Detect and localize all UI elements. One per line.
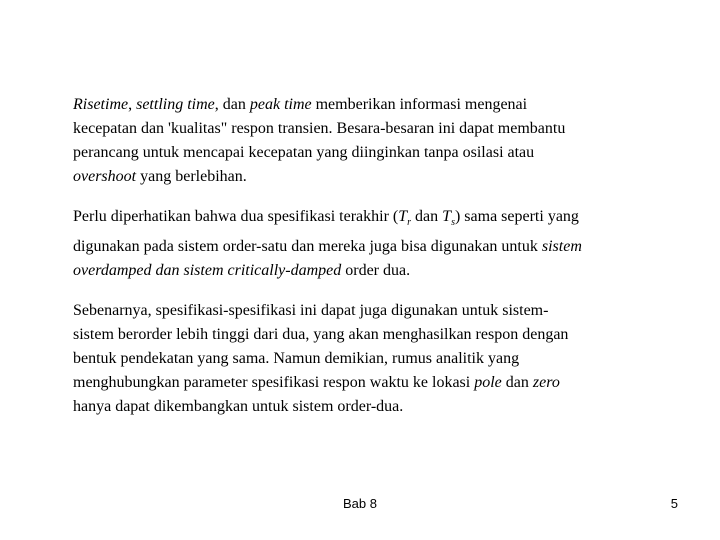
term-settling-time: settling time <box>136 96 215 113</box>
text-segment: ) sama seperti yang <box>454 208 579 225</box>
text-segment: order dua. <box>341 262 411 280</box>
slide-body <box>73 93 653 435</box>
paragraph-2 <box>73 205 653 283</box>
paragraph-3-line-1: Sebenarnya, spesifikasi-spesifikasi ini dapat juga digunakan untuk sistem- <box>73 302 549 320</box>
text-segment: Perlu diperhatikan bahwa dua spesifikasi terakhir ( <box>73 208 399 225</box>
term-peak-time: peak time <box>249 96 312 113</box>
subscript-s: s <box>451 217 455 229</box>
paragraph-1-line-3: perancang untuk mencapai kecepatan yang diinginkan tanpa osilasi atau <box>73 144 535 161</box>
paragraph-3-line-5: hanya dapat dikembangkan untuk sistem order-dua. <box>73 398 404 416</box>
text-segment: , <box>128 96 137 113</box>
text-segment: , dan <box>214 96 250 113</box>
term-risetime: Risetime <box>73 96 129 113</box>
text-segment: dan <box>501 374 533 392</box>
term-pole: pole <box>474 374 502 392</box>
paragraph-2-line-2 <box>73 235 653 259</box>
footer-chapter-label: Bab 8 <box>343 496 377 511</box>
paragraph-3-line-2: sistem berorder lebih tinggi dari dua, yang akan menghasilkan respon dengan <box>73 326 569 344</box>
paragraph-3-line-3: bentuk pendekatan yang sama. Namun demikian, rumus analitik yang <box>73 350 520 368</box>
paragraph-1-line-2: kecepatan dan 'kualitas" respon transien. Besara-besaran ini dapat membantu <box>73 120 566 137</box>
paragraph-2-line-1 <box>73 205 653 235</box>
text-segment: dan <box>411 208 443 225</box>
text-segment: digunakan pada sistem order-satu dan mereka juga bisa digunakan untuk <box>73 238 542 256</box>
paragraph-2-line-3 <box>73 259 653 283</box>
text-segment: menghubungkan parameter spesifikasi respon waktu ke lokasi <box>73 374 475 392</box>
symbol-t: T <box>398 208 408 225</box>
paragraph-1 <box>73 93 653 189</box>
text-segment: memberikan informasi mengenai <box>311 96 528 113</box>
term-zero: zero <box>532 374 560 392</box>
subscript-r: r <box>407 217 412 229</box>
term-sistem: sistem <box>541 238 582 256</box>
text-segment: yang berlebihan. <box>136 168 247 185</box>
term-overshoot: overshoot <box>73 168 137 185</box>
paragraph-3 <box>73 299 653 419</box>
symbol-t: T <box>442 208 452 225</box>
paragraph-1-line-4 <box>73 165 653 189</box>
footer-page-number: 5 <box>670 496 678 511</box>
paragraph-1-line-1 <box>73 93 653 117</box>
paragraph-3-line-4 <box>73 371 653 395</box>
term-damping-types: overdamped dan sistem critically-damped <box>73 262 342 280</box>
